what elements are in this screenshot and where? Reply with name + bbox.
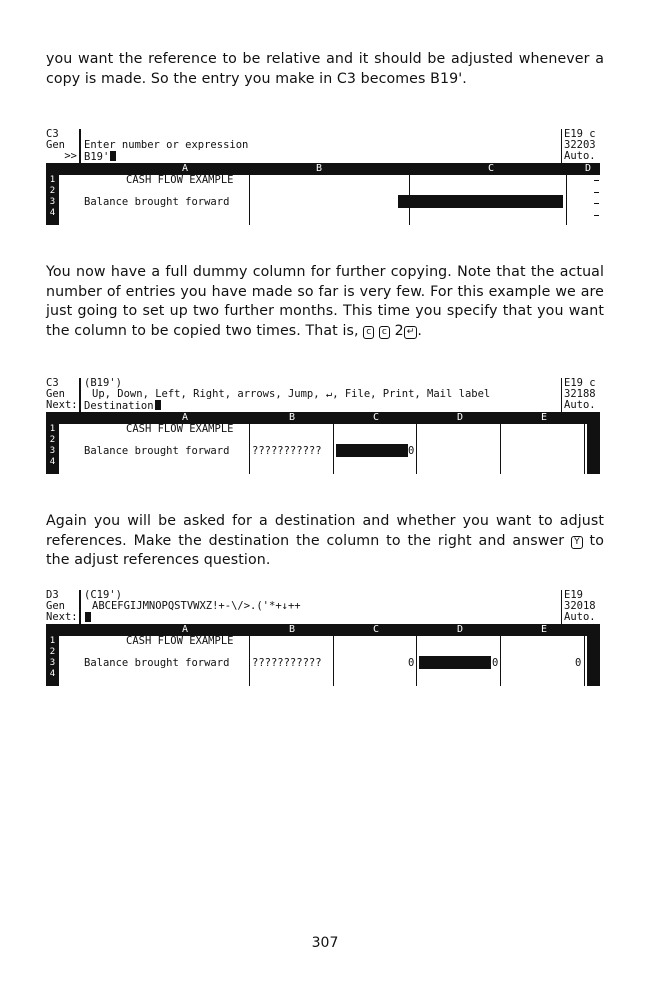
divider <box>79 590 81 626</box>
recalc-mode: Auto. <box>564 611 596 623</box>
divider <box>561 129 563 165</box>
column-line <box>249 175 250 225</box>
page-number: 307 <box>311 935 339 951</box>
cell-b3[interactable]: ??????????? <box>252 445 322 457</box>
column-header-d: D <box>585 163 592 174</box>
column-line <box>500 636 501 686</box>
spreadsheet-screen-1 <box>46 128 600 218</box>
cell-format: E19 c <box>564 377 596 389</box>
recalc-mode: Auto. <box>564 150 596 162</box>
column-header-c: C <box>488 163 495 174</box>
cell-format: E19 <box>564 589 583 601</box>
mode-indicator: Gen <box>46 139 65 151</box>
dash-mark <box>594 215 599 216</box>
cell-c3[interactable]: 0 <box>408 657 415 669</box>
row-label[interactable]: Balance brought forward <box>84 445 230 457</box>
cell-c3[interactable]: 0 <box>408 445 415 457</box>
memory-free: 32203 <box>564 139 596 151</box>
dash-mark <box>594 192 599 193</box>
column-header-a: A <box>182 163 189 174</box>
row-number: 2 <box>49 186 56 196</box>
divider <box>561 378 563 414</box>
cell-b3[interactable]: ??????????? <box>252 657 322 669</box>
spreadsheet-screen-3 <box>46 589 600 679</box>
memory-free: 32018 <box>564 600 596 612</box>
key-c: c <box>379 326 390 339</box>
row-number: 1 <box>49 636 56 646</box>
cell-reference: D3 <box>46 589 59 601</box>
row-number: 4 <box>49 669 56 679</box>
text-cursor <box>85 612 91 622</box>
column-line <box>584 636 585 686</box>
cell-highlight[interactable] <box>336 444 408 457</box>
right-edge-bar <box>587 424 600 474</box>
row-numbers <box>46 424 59 474</box>
column-header-a: A <box>182 412 189 423</box>
cell-grid <box>46 636 600 686</box>
sheet-title[interactable]: CASH FLOW EXAMPLE <box>126 423 234 435</box>
entry-value: B19' <box>84 151 110 163</box>
paragraph-3 <box>46 512 604 571</box>
cell-highlight[interactable] <box>398 195 563 208</box>
cell-grid <box>46 175 600 225</box>
column-header-a: A <box>182 624 189 635</box>
column-header-c: C <box>373 624 380 635</box>
key-2: 2 <box>394 322 404 339</box>
sheet-title[interactable]: CASH FLOW EXAMPLE <box>126 174 234 186</box>
row-number: 1 <box>49 175 56 185</box>
column-line <box>333 424 334 474</box>
cell-reference: C3 <box>46 377 59 389</box>
right-edge-bar <box>587 636 600 686</box>
command-options: Up, Down, Left, Right, arrows, Jump, ↵, File, Print, Mail label <box>92 388 491 400</box>
row-number: 4 <box>49 208 56 218</box>
sheet-title[interactable]: CASH FLOW EXAMPLE <box>126 635 234 647</box>
mode-indicator: Gen <box>46 600 65 612</box>
y-key-icon: Y <box>571 536 583 549</box>
row-numbers <box>46 175 59 225</box>
recalc-mode: Auto. <box>564 399 596 411</box>
paragraph-1: you want the reference to be relative and it should be adjusted whenever a copy is made. So the entry you make in C3 becomes B19'. <box>46 51 604 87</box>
row-number: 4 <box>49 457 56 467</box>
column-line <box>500 424 501 474</box>
divider <box>561 590 563 626</box>
column-line <box>566 175 567 225</box>
row-numbers <box>46 636 59 686</box>
row-number: 3 <box>49 197 56 207</box>
command-letters: ABCEFGIJMNOPQSTVWXZ!+-\/>.('*+↓++ <box>92 600 301 612</box>
return-key-icon: ↵ <box>404 326 418 339</box>
paragraph-2-text: You now have a full dummy column for further copying. Note that the actual number of entries you have made so far is very few. For this example we are just going to set up two further months. This time you specify that you want the column to be copied two times. That is, <box>46 264 604 339</box>
cell-e3[interactable]: 0 <box>575 657 582 669</box>
cell-d3[interactable]: 0 <box>492 657 499 669</box>
cell-format: E19 c <box>564 128 596 140</box>
row-label[interactable]: Balance brought forward <box>84 657 230 669</box>
text-cursor <box>110 151 116 161</box>
prompt-text: Enter number or expression <box>84 139 249 151</box>
row-number: 2 <box>49 647 56 657</box>
divider <box>79 378 81 414</box>
cell-reference: C3 <box>46 128 59 140</box>
cell-contents: (C19') <box>84 589 122 601</box>
row-number: 3 <box>49 658 56 668</box>
row-number: 2 <box>49 435 56 445</box>
row-label[interactable]: Balance brought forward <box>84 196 230 208</box>
column-line <box>249 424 250 474</box>
mode-indicator: Gen <box>46 388 65 400</box>
entry-line[interactable] <box>84 400 161 412</box>
paragraph-2: You now have a full dummy column for further copying. Note that the actual number of entries you have made so far is very few. For this example we are just going to set up two further months. This time you specify that you want the column to be copied two times. That is, c c 2 ↵ . <box>46 264 604 339</box>
divider <box>79 129 81 165</box>
spreadsheet-screen-2 <box>46 377 600 467</box>
entry-value: Destination <box>84 400 154 412</box>
row-number: 3 <box>49 446 56 456</box>
prompt-indicator: >> <box>64 150 77 162</box>
entry-line[interactable] <box>84 612 91 624</box>
text-cursor <box>155 400 161 410</box>
cell-grid <box>46 424 600 474</box>
column-line <box>249 636 250 686</box>
column-header-d: D <box>457 624 464 635</box>
prompt-indicator: Next: <box>46 399 78 411</box>
column-header-b: B <box>289 624 296 635</box>
row-number: 1 <box>49 424 56 434</box>
paragraph-3-end: to the adjust references question. <box>46 532 604 568</box>
key-c: c <box>363 326 374 339</box>
column-header-c: C <box>373 412 380 423</box>
column-line <box>584 424 585 474</box>
column-header-d: D <box>457 412 464 423</box>
dash-mark <box>594 180 599 181</box>
memory-free: 32188 <box>564 388 596 400</box>
dash-mark <box>594 203 599 204</box>
cell-highlight[interactable] <box>419 656 491 669</box>
column-header-b: B <box>289 412 296 423</box>
column-line <box>416 424 417 474</box>
paragraph-3-text: Again you will be asked for a destination and whether you want to adjust references. Make the destination the column to the right and answer <box>46 513 604 549</box>
entry-line[interactable] <box>84 151 116 163</box>
column-header-e: E <box>541 624 548 635</box>
prompt-indicator: Next: <box>46 611 78 623</box>
column-header-e: E <box>541 412 548 423</box>
column-line <box>416 636 417 686</box>
column-line <box>333 636 334 686</box>
column-header-b: B <box>316 163 323 174</box>
cell-contents: (B19') <box>84 377 122 389</box>
